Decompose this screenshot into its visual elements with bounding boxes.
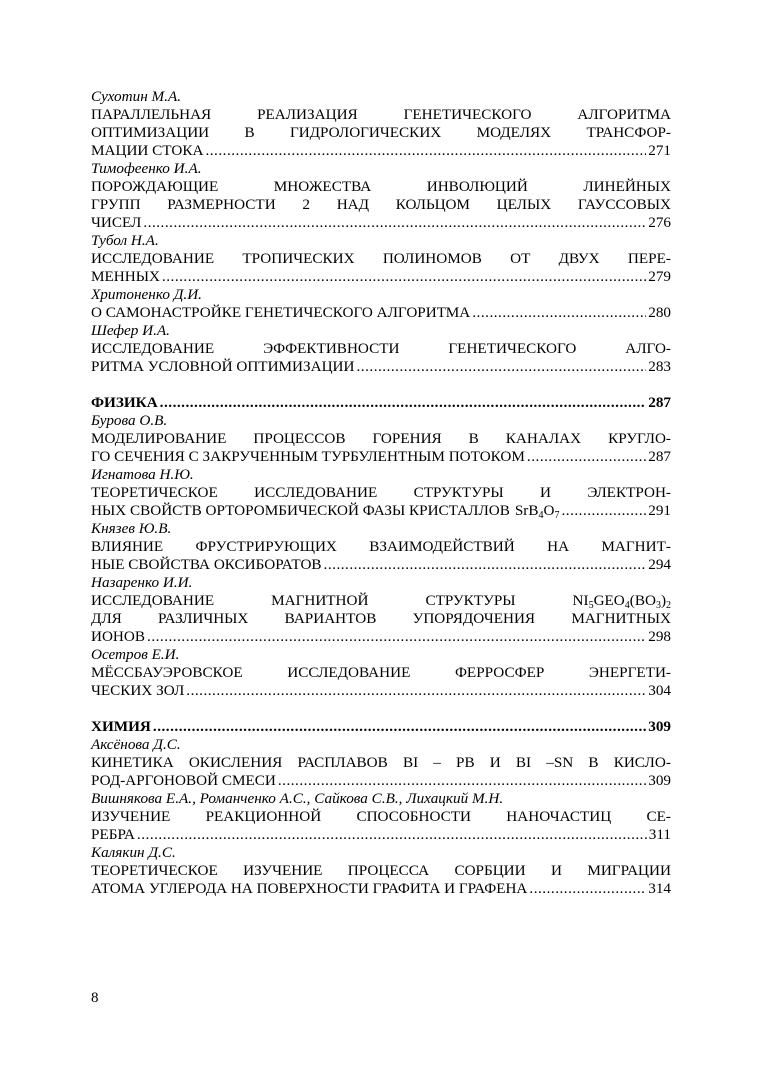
word: ПОРОЖДАЮЩИЕ — [91, 178, 219, 195]
entry-title-last-line — [91, 682, 671, 700]
word: КИНЕТИКА — [91, 754, 174, 771]
word: ГАУССОВЫХ — [577, 196, 671, 213]
entry-title-line — [91, 754, 671, 772]
toc-block-chemistry — [91, 736, 671, 898]
formula-part: (BO — [629, 592, 656, 609]
word: РАЗЛИЧНЫХ — [158, 610, 249, 627]
word: МАГНИТ- — [601, 538, 671, 555]
entry-title-end: ЧИСЕЛ — [91, 214, 142, 231]
formula-subscript: 7 — [554, 510, 560, 521]
chemical-formula — [515, 502, 560, 520]
leader-dots — [472, 304, 646, 322]
word: В — [244, 124, 255, 141]
leader-dots — [278, 772, 646, 790]
toc-entry — [91, 412, 671, 466]
entry-title-last-line — [91, 502, 671, 520]
leader-dots — [143, 214, 646, 232]
word: ТРАНСФОР- — [586, 124, 671, 141]
word: В — [468, 430, 479, 447]
entry-title-line — [91, 430, 671, 448]
formula-part: NI — [572, 592, 589, 609]
section-page: 287 — [648, 394, 671, 411]
word: –SN — [546, 754, 574, 771]
word: ВЛИЯНИЕ — [91, 538, 164, 555]
leader-dots — [147, 628, 646, 646]
word: МЁССБАУЭРОВСКОЕ — [91, 664, 243, 681]
entry-author: Сухотин М.А. — [91, 88, 182, 105]
word: НА — [547, 538, 570, 555]
word: РЕАЛИЗАЦИЯ — [257, 106, 358, 123]
word: АЛГОРИТМА — [577, 106, 671, 123]
word: ДВУХ — [558, 250, 600, 267]
toc-entry — [91, 844, 671, 898]
formula-part: GEO — [593, 592, 625, 609]
entry-page: 298 — [648, 628, 671, 645]
word: ДЛЯ — [91, 610, 122, 627]
entry-title-last-line — [91, 556, 671, 574]
entry-title-line — [91, 592, 671, 610]
entry-title-line — [91, 178, 671, 196]
leader-dots — [137, 826, 647, 844]
word: СПОСОБНОСТИ — [356, 808, 472, 825]
word: ПОЛИНОМОВ — [382, 250, 482, 267]
word: КОЛЬЦОМ — [395, 196, 470, 213]
word: РАЗМЕРНОСТИ — [167, 196, 276, 213]
entry-title-end: АТОМА УГЛЕРОДА НА ПОВЕРХНОСТИ ГРАФИТА И ГРАФЕНА — [91, 880, 528, 897]
entry-title-line — [91, 250, 671, 268]
word: КРУГЛО- — [608, 430, 671, 447]
entry-page: 271 — [648, 142, 671, 159]
entry-author: Тубол Н.А. — [91, 232, 159, 249]
entry-title-line — [91, 124, 671, 142]
entry-title-last-line — [91, 628, 671, 646]
entry-page: 287 — [648, 448, 671, 465]
entry-page: 276 — [648, 214, 671, 231]
toc-block-physics — [91, 412, 671, 700]
word: ГОРЕНИЯ — [372, 430, 442, 447]
word: И — [489, 754, 501, 771]
entry-page: 291 — [648, 502, 671, 519]
word: ОПТИМИЗАЦИИ — [91, 124, 210, 141]
word: НАНОЧАСТИЦ — [506, 808, 612, 825]
entry-title-end: РЕБРА — [91, 826, 135, 843]
entry-title-last-line — [91, 268, 671, 286]
word: МАГНИТНЫХ — [571, 610, 671, 627]
toc-entry — [91, 790, 671, 844]
entry-title-line — [91, 340, 671, 358]
word: ГИДРОЛОГИЧЕСКИХ — [289, 124, 442, 141]
entry-title-line — [91, 484, 671, 502]
word: ЭФФЕКТИВНОСТИ — [263, 340, 400, 357]
leader-dots — [561, 502, 646, 520]
word: ОТ — [510, 250, 531, 267]
formula-part: SrB — [514, 502, 539, 519]
word: УПОРЯДОЧЕНИЯ — [412, 610, 536, 627]
word: МОДЕЛЯХ — [476, 124, 552, 141]
word: МАГНИТНОЙ — [271, 592, 369, 609]
entry-title-line — [91, 106, 671, 124]
leader-dots — [357, 358, 647, 376]
word: BI — [402, 754, 419, 771]
word: ПАРАЛЛЕЛЬНАЯ — [91, 106, 212, 123]
entry-title-end: РОД-АРГОНОВОЙ СМЕСИ — [91, 772, 276, 789]
entry-title-end: О САМОНАСТРОЙКЕ ГЕНЕТИЧЕСКОГО АЛГОРИТМА — [91, 304, 471, 321]
word: ПРОЦЕССА — [347, 862, 430, 879]
formula-part: O — [543, 502, 555, 519]
word: И — [550, 862, 562, 879]
word: ТЕОРЕТИЧЕСКОЕ — [91, 484, 218, 501]
word: МОДЕЛИРОВАНИЕ — [91, 430, 227, 447]
word: СОРБЦИИ — [454, 862, 526, 879]
table-of-contents — [91, 88, 671, 898]
word: BI — [515, 754, 532, 771]
word: МИГРАЦИИ — [587, 862, 671, 879]
word: ИССЛЕДОВАНИЕ — [91, 250, 215, 267]
word: ГЕНЕТИЧЕСКОГО — [403, 106, 532, 123]
word: ЭНЕРГЕТИ- — [588, 664, 671, 681]
leader-dots — [527, 448, 646, 466]
entry-title-last-line — [91, 358, 671, 376]
word: И — [540, 484, 551, 501]
word: СЕ- — [646, 808, 671, 825]
entry-page: 309 — [648, 772, 671, 789]
word: СТРУКТУРЫ — [425, 592, 516, 609]
entry-author: Вишнякова Е.А., Романченко А.С., Сайкова С.В., Лихацкий М.Н. — [91, 790, 504, 807]
word: СТРУКТУРЫ — [413, 484, 504, 501]
page-number: 8 — [91, 990, 99, 1006]
entry-page: 294 — [648, 556, 671, 573]
entry-author: Калякин Д.С. — [91, 844, 176, 861]
entry-title-line — [91, 196, 671, 214]
word: ТЕОРЕТИЧЕСКОЕ — [91, 862, 218, 879]
toc-entry — [91, 466, 671, 520]
toc-entry — [91, 736, 671, 790]
toc-block-math — [91, 88, 671, 376]
word: 2 — [302, 196, 310, 213]
entry-title-last-line — [91, 214, 671, 232]
formula-subscript: 5 — [588, 600, 594, 611]
toc-entry — [91, 322, 671, 376]
section-page: 309 — [648, 718, 671, 735]
entry-title-end: НЫЕ СВОЙСТВА ОКСИБОРАТОВ — [91, 556, 322, 573]
entry-title-end: МАЦИИ СТОКА — [91, 142, 204, 159]
word: ЛИНЕЙНЫХ — [583, 178, 671, 195]
word: АЛГО- — [625, 340, 671, 357]
entry-author: Шефер И.А. — [91, 322, 170, 339]
word: ТРОПИЧЕСКИХ — [242, 250, 355, 267]
entry-title-end: НЫХ СВОЙСТВ ОРТОРОМБИЧЕСКОЙ ФАЗЫ КРИСТАЛЛОВ — [91, 502, 510, 519]
entry-title-last-line — [91, 880, 671, 898]
word: ИССЛЕДОВАНИЕ — [91, 340, 215, 357]
entry-title-last-line — [91, 142, 671, 160]
word: ЭЛЕКТРОН- — [587, 484, 671, 501]
formula-subscript: 4 — [624, 600, 630, 611]
word: ОКИСЛЕНИЯ — [188, 754, 283, 771]
word: ПЕРЕ- — [627, 250, 671, 267]
section-title: ХИМИЯ — [91, 718, 151, 735]
word: ВАРИАНТОВ — [284, 610, 377, 627]
word: РЕАКЦИОННОЙ — [205, 808, 322, 825]
leader-dots — [186, 682, 646, 700]
word: ИЗУЧЕНИЕ — [243, 862, 323, 879]
entry-title-end: РИТМА УСЛОВНОЙ ОПТИМИЗАЦИИ — [91, 358, 355, 375]
word: ИССЛЕДОВАНИЕ — [287, 664, 411, 681]
word: ФРУСТРИРУЮЩИХ — [195, 538, 337, 555]
section-heading-physics — [91, 394, 671, 412]
word: КИСЛО- — [613, 754, 671, 771]
entry-author: Бурова О.В. — [91, 412, 168, 429]
formula-part: ) — [660, 592, 666, 609]
word: ПРОЦЕССОВ — [253, 430, 346, 447]
entry-title-line — [91, 664, 671, 682]
entry-title-last-line — [91, 826, 671, 844]
word: ЦЕЛЫХ — [496, 196, 552, 213]
formula-subscript: 2 — [666, 600, 671, 611]
leader-dots — [162, 268, 646, 286]
word: – — [433, 754, 441, 771]
word: КАНАЛАХ — [505, 430, 582, 447]
entry-author: Аксёнова Д.С. — [91, 736, 181, 753]
entry-title-end: МЕННЫХ — [91, 268, 160, 285]
leader-dots — [324, 556, 647, 574]
entry-title-last-line — [91, 448, 671, 466]
word: ИССЛЕДОВАНИЕ — [254, 484, 378, 501]
entry-page: 311 — [648, 826, 671, 843]
toc-entry — [91, 232, 671, 286]
word: ВЗАИМОДЕЙСТВИЙ — [369, 538, 515, 555]
word: ИЗУЧЕНИЕ — [91, 808, 171, 825]
word: РАСПЛАВОВ — [297, 754, 388, 771]
entry-title-line — [91, 862, 671, 880]
word: НАД — [336, 196, 369, 213]
entry-title-end: ГО СЕЧЕНИЯ С ЗАКРУЧЕННЫМ ТУРБУЛЕНТНЫМ ПОТОКОМ — [91, 448, 525, 465]
toc-entry — [91, 160, 671, 232]
entry-author: Игнатова Н.Ю. — [91, 466, 194, 483]
entry-page: 314 — [648, 880, 671, 897]
formula-subscript: 4 — [538, 510, 544, 521]
toc-entry — [91, 574, 671, 646]
leader-dots — [205, 142, 646, 160]
word: ФЕРРОСФЕР — [454, 664, 545, 681]
word: ГРУПП — [91, 196, 141, 213]
word: ИССЛЕДОВАНИЕ — [91, 592, 215, 609]
toc-entry — [91, 520, 671, 574]
entry-page: 304 — [648, 682, 671, 699]
section-title: ФИЗИКА — [91, 394, 158, 411]
word: В — [588, 754, 599, 771]
toc-entry — [91, 88, 671, 160]
section-heading-chemistry — [91, 718, 671, 736]
entry-title-line — [91, 538, 671, 556]
toc-entry — [91, 286, 671, 322]
word: ГЕНЕТИЧЕСКОГО — [448, 340, 577, 357]
chemical-formula — [573, 592, 671, 610]
entry-author: Осетров Е.И. — [91, 646, 180, 663]
entry-author: Тимофеенко И.А. — [91, 160, 202, 177]
entry-title-last-line — [91, 304, 671, 322]
entry-author: Князев Ю.В. — [91, 520, 172, 537]
toc-entry — [91, 646, 671, 700]
word: МНОЖЕСТВА — [273, 178, 372, 195]
entry-title-end: ЧЕСКИХ ЗОЛ — [91, 682, 185, 699]
entry-author: Хритоненко Д.И. — [91, 286, 202, 303]
entry-title-line — [91, 808, 671, 826]
leader-dots — [529, 880, 646, 898]
formula-subscript: 3 — [655, 600, 661, 611]
word: PB — [456, 754, 475, 771]
entry-title-end: ИОНОВ — [91, 628, 146, 645]
entry-author: Назаренко И.И. — [91, 574, 193, 591]
entry-page: 283 — [648, 358, 671, 375]
entry-page: 280 — [648, 304, 671, 321]
entry-title-last-line — [91, 772, 671, 790]
entry-title-line — [91, 610, 671, 628]
word: ИНВОЛЮЦИЙ — [426, 178, 528, 195]
entry-page: 279 — [648, 268, 671, 285]
